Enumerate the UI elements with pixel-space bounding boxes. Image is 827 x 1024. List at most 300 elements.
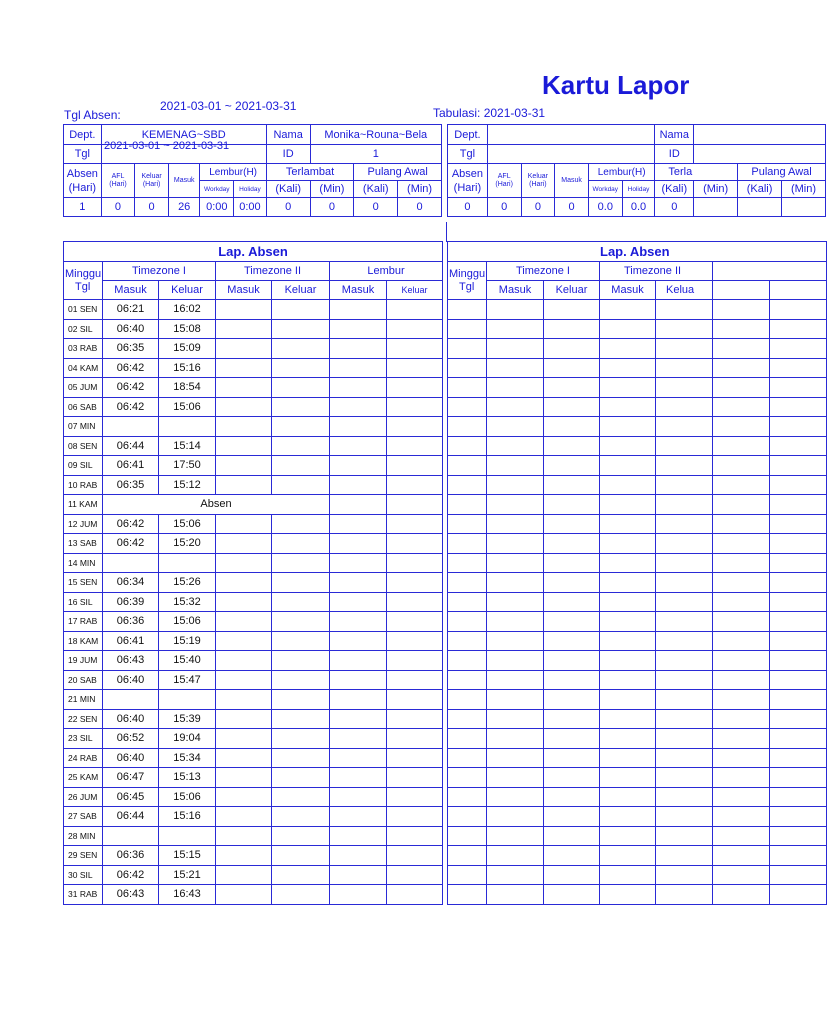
keluar-cell: 15:15 [159,846,216,866]
empty-cell [713,807,770,827]
empty-cell [713,670,770,690]
empty-cell [448,573,487,593]
empty-cell [656,553,713,573]
empty-cell [600,573,656,593]
empty-cell [216,358,272,378]
empty-cell [656,670,713,690]
keluar-cell: 15:47 [159,670,216,690]
empty-cell [216,729,272,749]
empty-cell [448,397,487,417]
empty-cell [387,514,443,534]
afl-header: AFL (Hari) [101,164,135,198]
empty-cell [770,475,827,495]
empty-cell [330,631,387,651]
empty-cell [487,612,544,632]
empty-cell [448,378,487,398]
empty-cell [330,826,387,846]
day-cell: 28 MIN [64,826,103,846]
empty-cell [656,612,713,632]
table-row [448,865,827,885]
dept-value-empty [487,125,655,145]
empty-cell [330,475,387,495]
empty-cell [387,300,443,320]
empty-cell [656,378,713,398]
empty-cell [770,787,827,807]
day-cell: 17 RAB [64,612,103,632]
table-row [64,456,443,476]
empty-cell [600,885,656,905]
empty-cell [600,787,656,807]
divider-line [446,222,447,242]
empty-cell [544,787,600,807]
tgl-absen-range: 2021-03-01 ~ 2021-03-31 [160,99,297,113]
summary-value: 0 [487,198,521,217]
table-row [64,378,443,398]
empty-cell [272,456,330,476]
empty-cell [544,768,600,788]
empty-cell [272,768,330,788]
empty-cell [544,417,600,437]
empty-cell [330,300,387,320]
empty-cell [216,690,272,710]
empty-cell [487,690,544,710]
empty-cell [487,378,544,398]
masuk-cell: 06:40 [103,748,159,768]
day-cell: 22 SEN [64,709,103,729]
empty-cell [216,417,272,437]
empty-cell [600,729,656,749]
table-row [64,651,443,671]
table-row [448,397,827,417]
empty-cell [216,748,272,768]
empty-cell [330,397,387,417]
summary-table-right [447,124,826,217]
table-row [448,358,827,378]
empty-cell [487,436,544,456]
day-cell: 08 SEN [64,436,103,456]
empty-cell [544,475,600,495]
empty-cell [600,748,656,768]
empty-cell [600,690,656,710]
empty-cell [656,319,713,339]
empty-cell [656,748,713,768]
table-row [448,514,827,534]
empty-cell [656,826,713,846]
empty-cell [487,534,544,554]
empty-cell [387,397,443,417]
empty-cell [448,651,487,671]
empty-cell [387,592,443,612]
empty-cell [330,495,387,515]
empty-cell [600,358,656,378]
empty-cell [770,826,827,846]
day-cell: 11 KAM [64,495,103,515]
minggu-tgl-header: Minggu Tgl [64,262,103,300]
empty-cell [770,865,827,885]
empty-cell [448,475,487,495]
empty-cell [713,397,770,417]
empty-cell [387,475,443,495]
empty-cell [544,592,600,612]
empty-cell [448,612,487,632]
empty-cell [770,670,827,690]
empty-cell [770,534,827,554]
table-row [448,339,827,359]
keluar-cell: 15:09 [159,339,216,359]
summary-value: 0 [101,198,135,217]
empty-cell [330,670,387,690]
nama-label: Nama [655,125,694,145]
attendance-table-right [447,241,827,905]
dept-label: Dept. [448,125,488,145]
empty-cell [387,865,443,885]
summary-table-left [63,124,442,217]
empty-cell [770,319,827,339]
empty-cell [544,436,600,456]
empty-cell [487,865,544,885]
empty-cell [387,456,443,476]
page-title: Kartu Lapor [542,70,690,100]
empty-cell [544,397,600,417]
table-row [64,768,443,788]
empty-cell [487,885,544,905]
empty-cell [544,456,600,476]
empty-cell [487,339,544,359]
empty-cell [487,553,544,573]
empty-cell [272,319,330,339]
empty-cell [216,475,272,495]
empty-cell [448,748,487,768]
table-row [448,592,827,612]
masuk-cell: 06:40 [103,319,159,339]
empty-cell [770,807,827,827]
empty-cell [216,319,272,339]
empty-cell [272,729,330,749]
table-row [64,592,443,612]
empty-cell [600,397,656,417]
empty-cell [656,339,713,359]
nama-label: Nama [266,125,310,145]
masuk-cell: 06:43 [103,885,159,905]
masuk-header: Masuk [487,281,544,300]
empty-cell [487,748,544,768]
tgl-absen-label: Tgl Absen: [64,108,121,122]
empty-cell [770,300,827,320]
id-label: ID [266,145,310,164]
empty-cell [272,436,330,456]
id-value: 1 [310,145,441,164]
day-cell: 30 SIL [64,865,103,885]
empty-cell [713,612,770,632]
day-cell: 12 JUM [64,514,103,534]
table-row [64,826,443,846]
empty-cell [330,417,387,437]
empty-cell [770,612,827,632]
empty-cell [656,846,713,866]
empty-cell [387,826,443,846]
empty-cell [713,573,770,593]
empty-cell [216,612,272,632]
empty-cell [272,378,330,398]
day-cell: 21 MIN [64,690,103,710]
keluar-cell: 15:16 [159,807,216,827]
empty-cell [330,436,387,456]
empty-cell [387,885,443,905]
empty-cell [487,495,544,515]
empty-cell [770,846,827,866]
minggu-tgl-header: Minggu Tgl [448,262,487,300]
empty-cell [387,495,443,515]
empty-cell [713,358,770,378]
masuk-header: Masuk [330,281,387,300]
keluar-header: Keluar (Hari) [521,164,555,198]
empty-cell [487,573,544,593]
empty-cell [448,885,487,905]
empty-cell [656,787,713,807]
empty-cell [448,339,487,359]
masuk-cell: 06:34 [103,573,159,593]
masuk-cell: 06:40 [103,709,159,729]
empty-cell [216,573,272,593]
masuk-header: Masuk [555,164,589,198]
day-cell: 03 RAB [64,339,103,359]
empty-cell [713,417,770,437]
table-row [64,417,443,437]
empty-cell [387,709,443,729]
empty-cell [544,534,600,554]
empty-cell [600,475,656,495]
empty-cell [216,456,272,476]
nama-value-empty [694,125,826,145]
table-row [448,846,827,866]
empty-cell [272,807,330,827]
empty-cell [272,709,330,729]
empty-cell [387,417,443,437]
tgl-label: Tgl [64,145,102,164]
summary-value: 0:00 [200,198,234,217]
nama-value: Monika~Rouna~Bela [310,125,441,145]
table-row [448,456,827,476]
empty-cell [330,553,387,573]
empty-cell [656,592,713,612]
holiday-header: Holiday [234,181,267,198]
empty-cell [487,631,544,651]
day-cell: 31 RAB [64,885,103,905]
empty-cell [770,495,827,515]
table-row [64,339,443,359]
empty-cell [272,748,330,768]
empty-cell [656,651,713,671]
table-row [448,807,827,827]
terlambat-kali-header: (Kali) [655,181,694,198]
empty-cell [656,690,713,710]
empty-cell [713,378,770,398]
empty-cell [656,807,713,827]
empty-cell [600,826,656,846]
masuk-cell [103,690,159,710]
empty-cell [713,300,770,320]
keluar-cell: 15:06 [159,397,216,417]
empty-cell [770,514,827,534]
empty-cell [544,612,600,632]
empty-cell [330,807,387,827]
table-row [64,690,443,710]
empty-cell [656,534,713,554]
empty-cell [770,709,827,729]
day-cell: 24 RAB [64,748,103,768]
masuk-cell [103,417,159,437]
terlambat-kali-header: (Kali) [266,181,310,198]
masuk-cell: 06:42 [103,534,159,554]
table-row [64,865,443,885]
empty-cell [713,495,770,515]
table-row [448,787,827,807]
empty-cell [272,631,330,651]
masuk-cell: 06:42 [103,358,159,378]
empty-cell [272,846,330,866]
empty-cell [448,436,487,456]
day-cell: 27 SAB [64,807,103,827]
masuk-cell [103,553,159,573]
masuk-cell [103,826,159,846]
keluar-cell: 15:16 [159,358,216,378]
empty-cell [656,631,713,651]
empty-cell [656,456,713,476]
empty-cell [656,885,713,905]
terlambat-header: Terlambat [266,164,354,181]
empty-cell [448,319,487,339]
day-cell: 20 SAB [64,670,103,690]
empty-cell [713,846,770,866]
table-row [448,300,827,320]
masuk-header: Masuk [168,164,200,198]
summary-value: 0.0 [588,198,622,217]
day-cell: 26 JUM [64,787,103,807]
pulang-min-header: (Min) [782,181,826,198]
keluar-cell: 15:06 [159,514,216,534]
empty-cell [448,358,487,378]
empty-cell [770,885,827,905]
empty-cell [330,729,387,749]
dept-label: Dept. [64,125,102,145]
empty-cell [544,651,600,671]
empty-cell [600,514,656,534]
masuk-header [713,281,770,300]
masuk-cell: 06:44 [103,807,159,827]
table-row [64,319,443,339]
empty-cell [487,729,544,749]
summary-value: 0 [310,198,354,217]
empty-cell [448,768,487,788]
summary-value: 0 [135,198,169,217]
table-row [448,612,827,632]
empty-cell [330,709,387,729]
table-row [64,631,443,651]
table-row [448,885,827,905]
empty-cell [272,417,330,437]
empty-cell [330,514,387,534]
empty-cell [216,300,272,320]
table-row [448,729,827,749]
day-cell: 25 KAM [64,768,103,788]
id-label: ID [655,145,694,164]
empty-cell [600,456,656,476]
empty-cell [544,670,600,690]
table-row [64,748,443,768]
empty-cell [713,631,770,651]
table-row [448,631,827,651]
empty-cell [272,514,330,534]
masuk-cell: 06:43 [103,651,159,671]
empty-cell [387,807,443,827]
masuk-header: Masuk [216,281,272,300]
empty-cell [216,846,272,866]
keluar-cell: 15:26 [159,573,216,593]
summary-value: 0 [555,198,589,217]
table-row [64,553,443,573]
empty-cell [713,319,770,339]
keluar-cell: 15:06 [159,787,216,807]
keluar-cell: 19:04 [159,729,216,749]
empty-cell [272,651,330,671]
masuk-cell: 06:40 [103,670,159,690]
empty-cell [387,534,443,554]
empty-cell [600,495,656,515]
summary-value: 0.0 [622,198,655,217]
table-row [64,787,443,807]
empty-cell [272,553,330,573]
lembur-h-header: Lembur(H) [588,164,654,181]
empty-cell [713,514,770,534]
empty-cell [387,378,443,398]
empty-cell [656,300,713,320]
empty-cell [713,553,770,573]
empty-cell [216,709,272,729]
dept-value: KEMENAG~SBD [101,125,266,145]
empty-cell [448,826,487,846]
empty-cell [272,358,330,378]
empty-cell [216,885,272,905]
masuk-cell: 06:44 [103,436,159,456]
empty-cell [487,807,544,827]
day-cell: 29 SEN [64,846,103,866]
empty-cell [448,729,487,749]
empty-cell [487,475,544,495]
empty-cell [713,456,770,476]
keluar-cell: 15:08 [159,319,216,339]
table-row [448,709,827,729]
table-row [448,534,827,554]
empty-cell [216,826,272,846]
empty-cell [387,631,443,651]
empty-cell [656,358,713,378]
lembur-header [713,262,827,281]
empty-cell [713,339,770,359]
empty-cell [544,631,600,651]
empty-cell [487,456,544,476]
empty-cell [713,651,770,671]
keluar-cell: 15:21 [159,865,216,885]
day-cell: 14 MIN [64,553,103,573]
empty-cell [600,768,656,788]
table-row [64,670,443,690]
empty-cell [770,397,827,417]
empty-cell [656,865,713,885]
empty-cell [770,378,827,398]
empty-cell [770,339,827,359]
empty-cell [387,612,443,632]
empty-cell [216,768,272,788]
